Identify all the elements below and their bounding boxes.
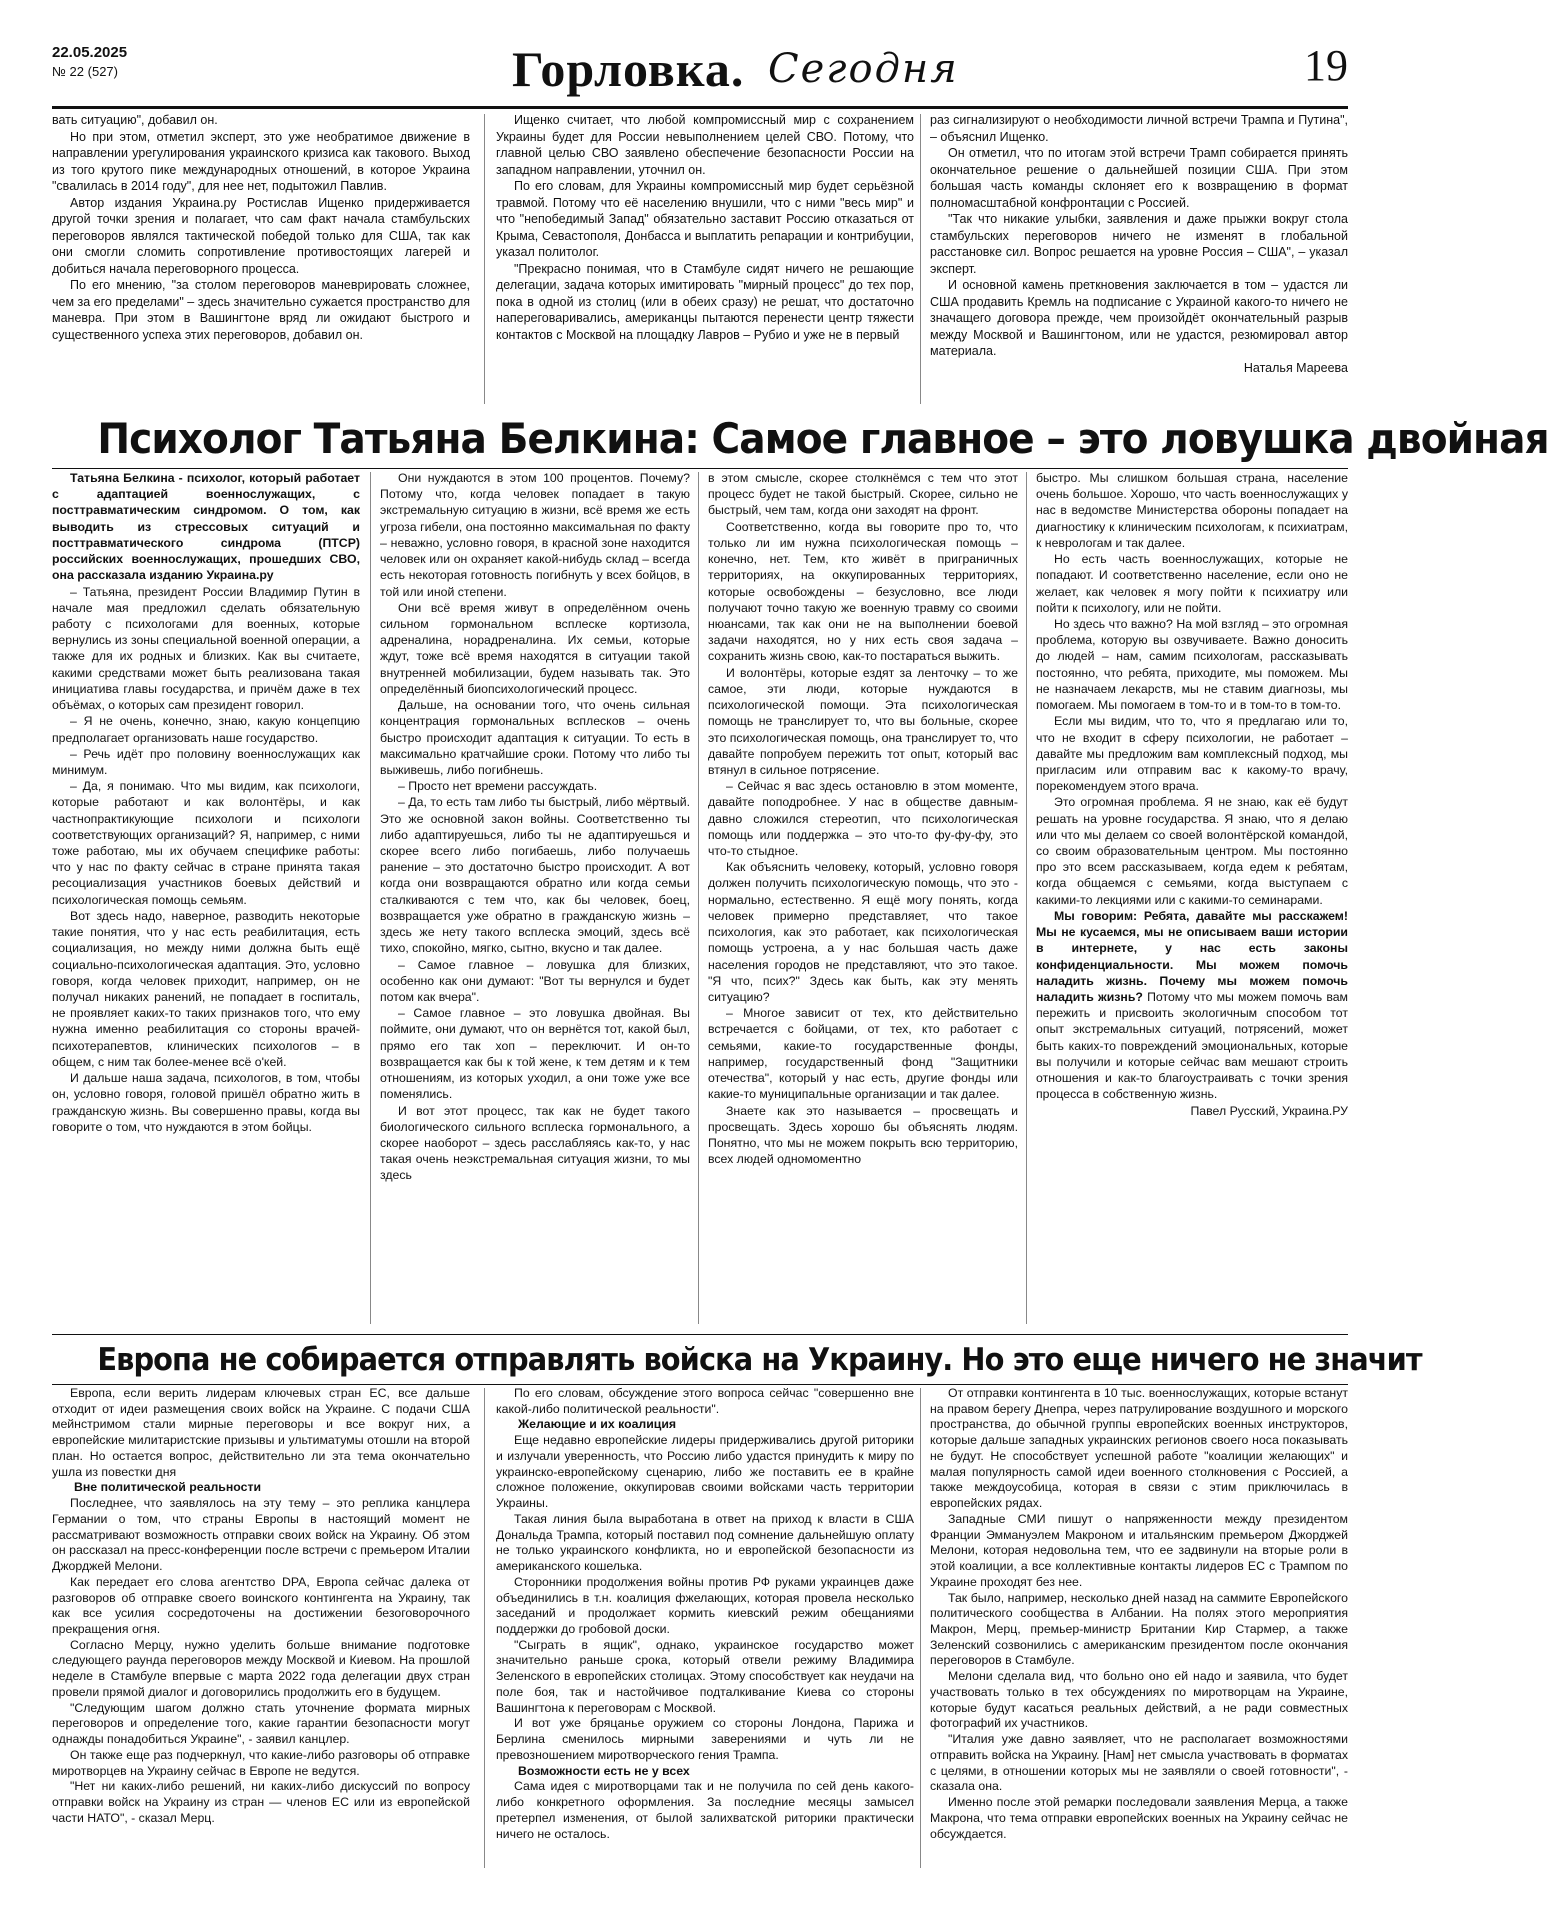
masthead-rule (52, 106, 1348, 109)
paragraph: И дальше наша задача, психологов, в том, чтобы он, условно говоря, головой пришёл обратно жить в гражданскую жизнь. Вы совершенно правы, когда вы говорите о том, что нуждаются в этом бойцы. (52, 1071, 360, 1134)
paragraph: Если мы видим, что то, что я предлагаю или то, что не входит в сферу психологии, не работает – давайте мы предложим вам комплексный подход, мы пригласим или отправим вас к какому-то врачу, порекомендуем этого врача. (1036, 714, 1348, 794)
masthead (52, 40, 1348, 110)
paragraph: быстро. Мы слишком большая страна, население очень большое. Хорошо, что часть военнослужащих у нас в ведомстве Министерства обороны попадает на диагностику к клиническим психологам, к психиатрам, к неврологам и так далее. (1036, 471, 1348, 550)
paragraph: раз сигнализируют о необходимости личной встречи Трампа и Путина", – объяснил Ищенко. (930, 113, 1348, 144)
paragraph: По его словам, для Украины компромиссный мир будет серьёзной травмой. Потому что её населению внушили, что с ними "весь мир" и что "непобедимый Запад" обязательно заставит Россию отказаться от Крыма, Севастополя, Донбасса и выплатить репарации и контрибуции, указал политолог. (496, 179, 914, 259)
paragraph: – Я не очень, конечно, знаю, какую концепцию предполагает организовать наше государство. (52, 714, 360, 745)
paragraph: – Многое зависит от тех, кто действительно встречается с бойцами, от тех, кто работает с семьями, какие-то государственные фонды, например, государственный фонд "Защитники отечества", который у нас есть, другие фонды или какие-то муниципальные организации и так далее. (708, 1006, 1018, 1102)
paragraph: Это огромная проблема. Я не знаю, как её будут решать на уровне государства. Я знаю, что я делаю или что мы делаем со своей волонтёрской командой, со своим образовательным центром. Мы постоянно про это всем рассказываем, когда едем к ребятам, когда общаемся с семьями, когда выступаем с какими-то лекциями или с какими-то семинарами. (1036, 795, 1348, 907)
paragraph: в этом смысле, скорее столкнёмся с тем что этот процесс будет не такой быстрый. Скорее, сильно не быстрый, чем там, когда они заходят на фронт. (708, 471, 1018, 518)
paragraph: – Татьяна, президент России Владимир Путин в начале мая предложил сделать обязательную работу с психологами для военных, которые вернулись из зоны специальной военной операции, а также для их родных и близких. Как вы считаете, какими средствами может быть реализована такая инициатива главы государства, и причём даже в тех объёмах, о которых сам президент говорил. (52, 584, 360, 713)
paragraph: – Да, я понимаю. Что мы видим, как психологи, которые работают и как волонтёры, и как частнопрактикующие психологи и психологи соответствующих организаций? Я, например, с ними тоже работаю, мы их обучаем специфике работы: что у нас по факту сейчас в стране принята такая ресоциализация участников боевых действий и психологическая помощь семьям. (52, 779, 360, 907)
paragraph: Сторонники продолжения войны против РФ руками украинцев даже объединились в т.н. коалиция фжелающих, которая провела несколько заседаний и продолжает кормить киевский режим обещаниями поддержки до гробовой доски. (496, 1574, 914, 1637)
paragraph: Как объяснить человеку, который, условно говоря должен получить психологическую помощь, что это - нормально, естественно. Я ещё могу понять, когда человек примерно представляет, что такое психология, как это работает, как психологическая помощь устроена, а у нас большая часть даже населения городов не представляют, что это такое. "Я что, псих?" Здесь как быть, как эту менять ситуацию? (708, 860, 1018, 1004)
headline-rule (52, 1384, 1348, 1385)
paragraph: "Италия уже давно заявляет, что не располагает возможностями отправить войска на Украину. [Нам] нет смысла участвовать в форматах с целями, в отношении которых мы не заявляли о своей готовности", - сказала она. (930, 1732, 1348, 1794)
paragraph: Они нуждаются в этом 100 процентов. Почему? Потому что, когда человек попадает в такую экстремальную ситуацию в жизни, всё время же есть угроза гибели, она постоянно максимальная по факту – неважно, условно говоря, в красной зоне находится человек или он охраняет какой-нибудь склад – всегда есть некоторая готовность погибнуть у всех бойцов, в той или иной степени. (380, 471, 690, 599)
paragraph: Европа, если верить лидерам ключевых стран ЕС, все дальше отходит от идеи размещения своих войск на Украине. С подачи США мейнстримом стали мирные переговоры и все вокруг них, а европейские милитаристские призывы и ультиматумы отошли на второй план. Но остается вопрос, действительно ли эта тема окончательно ушла из повестки дня (52, 1386, 470, 1479)
paragraph: Дальше, на основании того, что очень сильная концентрация гормональных всплесков – очень быстро происходит адаптация к ситуации. То есть в максимально кратчайшие сроки. Потому что либо ты выживешь, либо погибнешь. (380, 698, 690, 777)
paragraph (1036, 908, 1348, 1103)
article2-column-2 (496, 1386, 914, 1842)
paragraph: Он также еще раз подчеркнул, что какие-либо разговоры об отправке миротворцев на Украину сейчас в Европе не ведутся. (52, 1747, 470, 1778)
issue-date: 22.05.2025 (52, 44, 128, 61)
paragraph: По его словам, обсуждение этого вопроса сейчас "совершенно вне какой-либо политической реальности". (496, 1386, 914, 1416)
article1-column-3 (708, 470, 1018, 1167)
column-divider (920, 114, 921, 404)
column-divider (920, 1388, 921, 1868)
paragraph: Такая линия была выработана в ответ на приход к власти в США Дональда Трампа, который поставил под сомнение дальнейшую оплату не только украинского конфликта, но и европейской безопасности из американского кошелька. (496, 1511, 914, 1574)
headline-rule (52, 468, 1348, 469)
author-signature: Наталья Мареева (1243, 360, 1348, 375)
paragraph: – Самое главное – ловушка для близких, особенно как они думают: "Вот ты вернулся и будет потом как вчера". (380, 957, 690, 1004)
paragraph: – Речь идёт про половину военнослужащих как минимум. (52, 746, 360, 777)
paragraph: вать ситуацию", добавил он. (52, 113, 218, 127)
paragraph: Соответственно, когда вы говорите про то, что только ли им нужна психологическая помощь – конечно, нет. Тем, кто живёт в приграничных территориях, на оккупированных территориях, которые освобождены – безусловно, все люди получают точно такую же военную травму со своими нюансами, так как они не на выполнении боевой задачи находятся, но у них есть своя задача – сохранить жизнь свою, как-то постараться выжить. (708, 519, 1018, 664)
paragraph: – Просто нет времени рассуждать. (398, 779, 598, 794)
paragraph: Ищенко считает, что любой компромиссный мир с сохранением Украины будет для России невыполнением целей СВО. Потому, что главной целью СВО заявлено обеспечение безопасности России на западном направлении, уточнил он. (496, 113, 914, 177)
paragraph: И волонтёры, которые ездят за ленточку – то же самое, эти люди, которые нуждаются в психологической помощи. Эта психологическая помощь не транслирует то, что вы больные, скорее это психологическая помощь, она транслирует то, что давайте попробуем пережить тот опыт, который вас втянул в сильное потрясение. (708, 665, 1018, 777)
paragraph: Он отметил, что по итогам этой встречи Трамп собирается принять окончательное решение о дальнейшей позиции США. При этом большая часть команды склоняет его к возвращению в формат полномасштабной конфронтации с Россией. (930, 146, 1348, 210)
paragraph: По его мнению, "за столом переговоров маневрировать сложнее, чем за его пределами" – здесь значительно сужается пространство для маневра. При этом в Вашингтоне вряд ли ожидают быстрого и существенного успеха этих переговоров, добавил он. (52, 278, 471, 342)
paragraph: Так было, например, несколько дней назад на саммите Европейского политического сообщества в Албании. На полях этого мероприятия Макрон, Мерц, премьер-министр Британии Кир Стармер, а также Зеленский созвонились с американским президентом после окончания переговоров в Стамбуле. (930, 1590, 1348, 1668)
column-divider (484, 1388, 485, 1868)
column-divider (484, 114, 485, 404)
article-headline: Европа не собирается отправлять войска на Украину. Но это еще ничего не значит (97, 1342, 1422, 1378)
paragraph: Мелони сделала вид, что больно оно ей надо и заявила, что будет участвовать только в тех обсуждениях по миротворцам на Украине, которые будут касаться реальных действий, а не ради совместных фотографий их участников. (930, 1669, 1348, 1731)
paragraph: Но при этом, отметил эксперт, это уже необратимое движение в направлении урегулирования украинского кризиса как такового. Выход из того крутого пике международных отношений, в которое Украина "свалилась в 2014 году", для нее нет, подытожил Павлив. (52, 129, 470, 193)
paragraph: "Нет ни каких-либо решений, ни каких-либо дискуссий по вопросу отправки войск на Украину из стран — членов ЕС или из европейской части НАТО", - сказал Мерц. (52, 1779, 470, 1825)
section-rule (52, 1334, 1348, 1335)
article1-column-1 (52, 470, 360, 1135)
top-column-2 (496, 112, 914, 343)
page-number: 19 (1304, 41, 1348, 90)
top-column-3 (930, 112, 1348, 376)
paragraph: Автор издания Украина.ру Ростислав Ищенко придерживается другой точки зрения и полагает, что сам факт начала стамбульских переговоров являлся тактической победой только для США, так как они смогли сломить сопротивление противостоящих лагерей и добиться начала переговорного процесса. (52, 195, 470, 276)
column-divider (370, 472, 371, 1324)
bold-quote: Мы говорим: Ребята, давайте мы расскажем! Мы не кусаемся, мы не описываем ваши истории в интернете, у нас есть законы конфиденциальности. Мы можем помочь наладить жизнь. Почему мы можем помочь наладить жизнь? (1036, 908, 1348, 1004)
author-signature: Павел Русский, Украина.РУ (1190, 1103, 1348, 1118)
paragraph: Как передает его слова агентство DPA, Европа сейчас далека от разговоров об отправке своего воинского контингента на Украину, так как все усилия сосредоточены на достижении безоговорочного прекращения огня. (52, 1574, 470, 1637)
paragraph: Сама идея с миротворцами так и не получила по сей день какого-либо конкретного оформления. За последние месяцы замысел претерпел изменения, от былой залихватской риторики практически ничего не осталось. (496, 1779, 914, 1841)
column-divider (698, 472, 699, 1324)
article2-column-3 (930, 1386, 1348, 1842)
paragraph: "Сыграть в ящик", однако, украинское государство может значительно раньше срока, который отвели режиму Владимира Зеленского в европейских столицах. Этому способствует как неудачи на поле боя, так и настойчивое подталкивание Киева со стороны Вашингтона к переговорам с Москвой. (496, 1637, 914, 1715)
paragraph: – Да, то есть там либо ты быстрый, либо мёртвый. Это же основной закон войны. Соответственно ты либо адаптируешься, либо ты не адаптируешься и скорее всего либо погибаешь, либо получаешь ранение – это достаточно быстро происходит. А вот когда они возвращаются обратно или когда семьи сталкиваются с тем что, как бы человек, боец, возвращается уже обратно в гражданскую жизнь – здесь же нету такого всплеска эмоций, здесь всё тихо, спокойно, мягко, сытно, вкусно и так далее. (380, 795, 690, 956)
paragraph: "Прекрасно понимая, что в Стамбуле сидят ничего не решающие делегации, задача которых имитировать "мирный процесс" до тех пор, пока в одной из столиц (или в обеих сразу) не решат, что достаточно напереговаривались, американцы пытаются перенести центр тяжести контактов с Москвой на площадку Лавров – Рубио и уже не в первый (496, 261, 914, 342)
paragraph: Но здесь что важно? На мой взгляд – это огромная проблема, которую вы озвучиваете. Важно доносить до людей – нам, самим психологам, рассказывать постоянно, что ребята, приходите, мы поможем. Мы не назначаем лекарств, мы не ставим диагнозы, мы помогаем. Мы помогаем в том-то и в том-то в том-то. (1036, 616, 1348, 713)
article-headline: Психолог Татьяна Белкина: Самое главное – это ловушка двойная (97, 414, 1549, 463)
paragraph: Но есть часть военнослужащих, которые не попадают. И соответственно население, если оно не желает, как человек я могу пойти к психиатру или пойти к психологу, или не пойти. (1036, 552, 1348, 615)
paragraph: Вот здесь надо, наверное, разводить некоторые такие понятия, что у нас есть реабилитация, есть социализация, но между ними должна быть ещё социально-психологическая адаптация. Это, условно говоря, когда человек приходит, например, он не получал никаких ранений, не попадает в госпиталь, не проявляет каких-то таких признаков того, что ему нужна именно реабилитация со стороны врачей-психотерапевтов, клинических психологов – в общем, с ним так более-менее всё о'кей. (52, 908, 360, 1069)
article1-column-4 (1036, 470, 1348, 1119)
paragraph: Именно после этой ремарки последовали заявления Мерца, а также Макрона, что тема отправки европейских военных на Украину сейчас не обсуждается. (930, 1795, 1348, 1841)
paragraph: Они всё время живут в определённом очень сильном гормональном всплеске кортизола, адреналина, норадреналина. Их семьи, которые ждут, тоже всё время находятся в ситуации такой внутренней мобилизации, будем называть так. Это определённый биопсихологический процесс. (380, 600, 690, 696)
paragraph: От отправки контингента в 10 тыс. военнослужащих, которые встанут на правом берегу Днепра, через патрулирование воздушного и морского пространства, до обычной группы европейских военных инструкторов, которые дальше западных украинских регионов своего носа показывать не будут. Не способствует успешной работе "коалиции желающих" и малая популярность самой идеи военного столкновения с Россией, а также междоусобица, которая в связи с этим приключилась в европейских рядах. (930, 1386, 1348, 1511)
subheading: Возможности есть не у всех (518, 1763, 690, 1778)
issue-number: № 22 (527) (52, 64, 118, 79)
paragraph: "Следующим шагом должно стать уточнение формата мирных переговоров и определение того, какие гарантии безопасности могут однажды понадобиться Украине", - заявил канцлер. (52, 1700, 470, 1747)
paragraph: Знаете как это называется – просвещать и просвещать. Здесь хорошо бы объяснять людям. Понятно, что мы не можем покрыть всю территорию, всех людей одномоментно (708, 1103, 1018, 1167)
paragraph: И основной камень преткновения заключается в том – удастся ли США продавить Кремль на подписание с Украиной какого-то ничего не значащего договора прежде, чем произойдёт окончательный разрыв между Москвой и Вашингтоном, или не удастся, резюмировал автор материала. (930, 278, 1348, 358)
paragraph: Еще недавно европейские лидеры придерживались другой риторики и излучали уверенность, что Россию либо удастся принудить к миру по украинско-европейскому сценарию, либо же поставить ее в крайне сложное положение, оккупировав своими войсками часть территории Украины. (496, 1433, 914, 1511)
paragraph: – Сейчас я вас здесь остановлю в этом моменте, давайте поподробнее. У нас в обществе давным-давно сложился стереотип, что психологическая помощь или поддержка – это что-то фу-фу-фу, это что-то стыдное. (708, 779, 1018, 859)
paragraph: Согласно Мерцу, нужно уделить больше внимание подготовке следующего раунда переговоров между Москвой и Киевом. На прошлой неделе в Стамбуле впервые с марта 2022 года делегации двух стран провели прямой диалог и договорились продолжить его в будущем. (52, 1637, 470, 1699)
paragraph-tail: Потому что мы можем помочь вам пережить и присвоить экологичным способом тот опыт экстремальных ситуаций, потрясений, может быть каких-то повреждений эмоциональных, которые вы получили и которые сейчас вам мешают строить отношения и как-то благоустраивать с точки зрения процесса в собственную жизнь. (1036, 990, 1349, 1102)
top-column-1 (52, 112, 470, 343)
paragraph: И вот уже бряцанье оружием со стороны Лондона, Парижа и Берлина сменилось мирными заверениями и чуть ли не превозношением миротворческого гения Трампа. (496, 1716, 914, 1762)
brand-title: Горловка. (512, 41, 745, 97)
paragraph: Последнее, что заявлялось на эту тему – это реплика канцлера Германии о том, что страны Европы в настоящий момент не рассматривают возможность отправки своих войск на Украину. Об этом он рассказал на пресс-конференции после встречи с премьером Италии Джорджей Мелони. (52, 1496, 470, 1574)
subheading: Вне политической реальности (74, 1480, 262, 1495)
article1-column-2 (380, 470, 690, 1184)
brand-subtitle: Сегодня (768, 46, 959, 92)
paragraph: – Самое главное – это ловушка двойная. Вы поймите, они думают, что он вернётся тот, какой был, прямо его так хоп – переключит. И он-то возвращается как бы к той жене, к тем детям и к тем отношениям, из которых уходил, а они тоже уже все поменялись. (380, 1006, 690, 1102)
article-lead: Татьяна Белкина - психолог, который работает с адаптацией военнослужащих, с посттравматическим синдромом. О том, как выводить из стрессовых ситуаций и посттравматического синдрома (ПТСР) российских военнослужащих, прошедших СВО, она рассказала изданию Украина.ру (52, 471, 360, 583)
column-divider (1026, 472, 1027, 1324)
paragraph: И вот этот процесс, так как не будет такого биологического сильного всплеска гормонального, а скорее наоборот – здесь расслабляясь как-то, у нас такая очень неэкстремальная ситуация жизни, то мы здесь (380, 1103, 690, 1183)
paragraph: "Так что никакие улыбки, заявления и даже прыжки вокруг стола стамбульских переговоров ничего не изменят в глобальной расстановке сил. Вопрос решается на уровне Россия – США", – указал эксперт. (930, 212, 1348, 276)
article2-column-1 (52, 1386, 470, 1827)
subheading: Желающие и их коалиция (518, 1417, 677, 1432)
paragraph: Западные СМИ пишут о напряженности между президентом Франции Эммануэлем Макроном и итальянским премьером Джорджей Мелони, которая недовольна тем, что ее задвинули на вторые роли в этой коалиции, а все коллективные контакты лидеров ЕС с Трампом по Украине проходят без нее. (930, 1511, 1348, 1589)
